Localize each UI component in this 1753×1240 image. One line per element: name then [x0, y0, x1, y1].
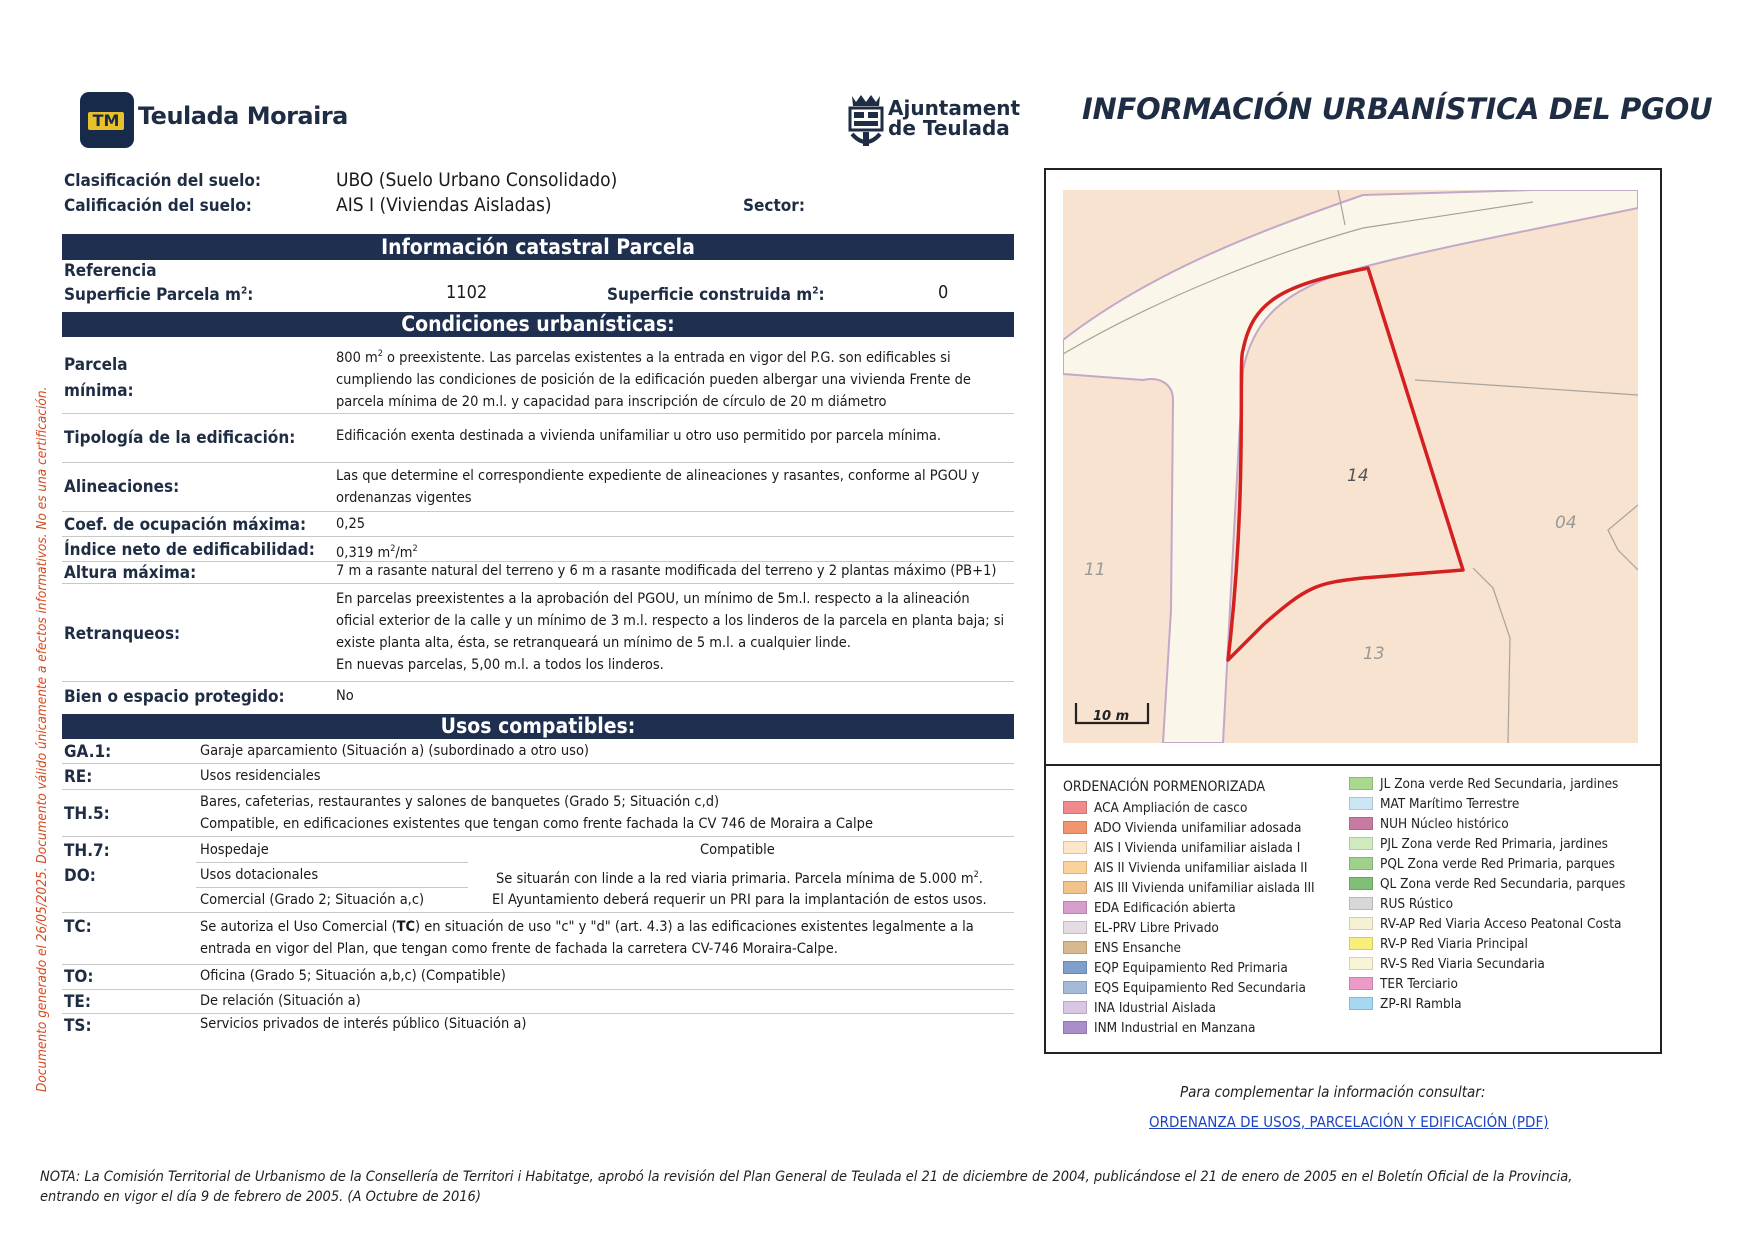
legend-label: PJL Zona verde Red Primaria, jardines [1380, 836, 1609, 852]
legend-label: RV-AP Red Viaria Acceso Peatonal Costa [1380, 916, 1622, 932]
legend-swatch [1349, 937, 1373, 950]
legend-label: EQS Equipamiento Red Secundaria [1094, 980, 1306, 996]
legend-swatch [1063, 901, 1087, 914]
legend-label: QL Zona verde Red Secundaria, parques [1380, 876, 1626, 892]
legend-item [1063, 960, 1288, 980]
consult-text: Para complementar la información consultar: [1180, 1083, 1486, 1101]
legend-label: MAT Marítimo Terrestre [1380, 796, 1520, 812]
catastral-header: Información catastral Parcela [62, 234, 1014, 260]
legend-label: ZP-RI Rambla [1380, 996, 1462, 1012]
alineaciones-text: Las que determine el correspondiente expediente de alineaciones y rasantes, conforme al PGOU y ordenanzas vigentes [336, 468, 980, 506]
legend-item [1063, 1000, 1216, 1020]
legend-item [1349, 996, 1462, 1016]
vertical-disclaimer: Documento generado el 26/05/2025. Documento válido únicamente a efectos informativos. No es una certificación. [34, 386, 50, 1092]
row-divider [62, 413, 1014, 414]
coef-ocupacion-label: Coef. de ocupación máxima: [64, 515, 307, 535]
re-label: RE: [64, 767, 93, 787]
retranqueos-label: Retranqueos: [64, 624, 181, 644]
legend-label: AIS II Vivienda unifamiliar aislada II [1094, 860, 1308, 876]
footer-note: NOTA: La Comisión Territorial de Urbanismo de la Consellería de Territori i Habitatge, aprobó la revisión del Plan General de Teulada el 21 de diciembre de 2004, publicándose el 21 de enero de 2005 en el Boletín Oficial de la Provincia, entrando en vigor el día 9 de febrero de 2005. (A Octubre de 2016) [40, 1169, 1573, 1205]
referencia-label: Referencia [64, 261, 157, 281]
legend-label: RV-P Red Viaria Principal [1380, 936, 1528, 952]
retranqueos-text: En parcelas preexistentes a la aprobación del PGOU, un mínimo de 5m.l. respecto a la alineación oficial exterior de la calle y un mínimo de 3 m.l. respecto a los linderos de la parcela en planta baja; si existe planta alta, ésta, se retranqueará un mínimo de 5 m.l. a cualquier linde. En nuevas parcelas, 5,00 m.l. a todos los linderos. [336, 591, 1005, 673]
row-divider [62, 583, 1014, 584]
tc-text: Se autoriza el Uso Comercial (TC) en situación de uso "c" y "d" (art. 4.3) a las edificaciones existentes legalmente a la entrada en vigor del Plan, que tengan como frente de fachada la carretera CV-746 Moraira-Calpe. [200, 919, 974, 957]
legend-item [1349, 956, 1545, 976]
parcela-minima-text: 800 $m^2$ o preexistente. Las parcelas existentes a la entrada en vigor del P.G. son edificables si cumpliendo las condiciones de posición de la edificación pueden albergar una vivienda Frente de parcela mínima de 20 m.l. y capacidad para inscripción de círculo de 20 m diámetro [336, 349, 971, 410]
bien-protegido-value: No [336, 688, 354, 704]
do-note: Se situarán con linde a la red viaria primaria. Parcela mínima de 5.000 $m^2$. [496, 870, 983, 887]
legend-item [1063, 880, 1315, 900]
legend-item [1063, 1020, 1255, 1040]
legend-swatch [1063, 921, 1087, 934]
parcel-label-14: 14 [1347, 466, 1369, 486]
legend-swatch [1063, 1021, 1087, 1034]
map-legend-divider [1044, 764, 1662, 766]
legend-swatch [1063, 881, 1087, 894]
legend-swatch [1349, 797, 1373, 810]
legend-swatch [1349, 817, 1373, 830]
legend-item [1063, 800, 1247, 820]
legend-item [1063, 940, 1181, 960]
legend-label: JL Zona verde Red Secundaria, jardines [1380, 776, 1619, 792]
legend-item [1063, 840, 1300, 860]
legend-label: AIS III Vivienda unifamiliar aislada III [1094, 880, 1315, 896]
ajuntament-logo [846, 92, 1021, 152]
ga1-value: Garaje aparcamiento (Situación a) (subordinado a otro uso) [200, 743, 590, 759]
ts-label: TS: [64, 1016, 92, 1036]
legend-swatch [1349, 837, 1373, 850]
row-divider [196, 887, 468, 888]
superficie-construida-label: Superficie construida $m^2$: [607, 285, 825, 305]
legend-label: INA Idustrial Aislada [1094, 1000, 1216, 1016]
legend-swatch [1063, 801, 1087, 814]
usos-header: Usos compatibles: [62, 714, 1014, 739]
legend-item [1349, 776, 1618, 796]
row-divider [196, 862, 468, 863]
altura-maxima-label: Altura máxima: [64, 563, 197, 583]
tm-logo-icon [80, 92, 134, 148]
legend-swatch [1063, 941, 1087, 954]
legend-label: EQP Equipamiento Red Primaria [1094, 960, 1288, 976]
parcel-map[interactable] [1063, 190, 1638, 743]
superficie-parcela-label: Superficie Parcela $m^2$: [64, 285, 254, 305]
legend-label: TER Terciario [1380, 976, 1458, 992]
do-label: DO: [64, 866, 96, 886]
legend-swatch [1063, 841, 1087, 854]
page-title: INFORMACIÓN URBANÍSTICA DEL PGOU [1082, 92, 1713, 126]
legend-item [1349, 876, 1625, 896]
legend-label: RV-S Red Viaria Secundaria [1380, 956, 1545, 972]
altura-maxima-value: 7 m a rasante natural del terreno y 6 m a rasante modificada del terreno y 2 plantas máximo (PB+1) [336, 563, 997, 579]
row-divider [62, 462, 1014, 463]
th7-label: TH.7: [64, 841, 110, 861]
indice-edificabilidad-label: Índice neto de edificabilidad: [64, 540, 315, 560]
legend-swatch [1349, 997, 1373, 1010]
row-divider [62, 912, 1014, 913]
legend-item [1063, 860, 1307, 880]
do-value: Usos dotacionales [200, 867, 319, 883]
coat-of-arms-icon [846, 92, 886, 152]
tipologia-value: Edificación exenta destinada a vivienda unifamiliar u otro uso permitido por parcela mínima. [336, 428, 942, 444]
legend-title: ORDENACIÓN PORMENORIZADA [1063, 779, 1266, 795]
legend-item [1063, 980, 1306, 1000]
row-divider [62, 511, 1014, 512]
legend-item [1349, 916, 1621, 936]
legend-label: RUS Rústico [1380, 896, 1453, 912]
superficie-construida-value: 0 [938, 282, 949, 303]
legend-swatch [1063, 961, 1087, 974]
parcela-minima-label: Parcela mínima: [64, 355, 134, 401]
clasificacion-label: Clasificación del suelo: [64, 171, 261, 191]
th7-compatible: Compatible [700, 842, 775, 858]
row-divider [62, 763, 1014, 764]
legend-item [1063, 820, 1301, 840]
row-divider [62, 536, 1014, 537]
legend-swatch [1063, 981, 1087, 994]
tipologia-label: Tipología de la edificación: [64, 428, 296, 448]
legend-label: EDA Edificación abierta [1094, 900, 1236, 916]
brand-ayto-line1: Ajuntament [888, 96, 1021, 120]
brand-name-left: Teulada Moraira [138, 102, 348, 130]
coef-ocupacion-value: 0,25 [336, 516, 366, 532]
legend-item [1349, 896, 1453, 916]
ordenanza-link[interactable]: ORDENANZA DE USOS, PARCELACIÓN Y EDIFICACIÓN (PDF) [1149, 1113, 1549, 1131]
comercial-note: El Ayuntamiento deberá requerir un PRI para la implantación de estos usos. [492, 892, 987, 908]
legend-swatch [1349, 877, 1373, 890]
legend-swatch [1349, 917, 1373, 930]
tm-logo-mark: TM [92, 111, 120, 130]
legend-swatch [1349, 897, 1373, 910]
re-value: Usos residenciales [200, 768, 321, 784]
calificacion-label: Calificación del suelo: [64, 196, 252, 216]
legend-item [1063, 900, 1236, 920]
legend-swatch [1063, 1001, 1087, 1014]
legend-item [1349, 796, 1519, 816]
legend-label: ENS Ensanche [1094, 940, 1182, 956]
legend-swatch [1349, 977, 1373, 990]
legend-label: PQL Zona verde Red Primaria, parques [1380, 856, 1615, 872]
bien-protegido-label: Bien o espacio protegido: [64, 687, 285, 707]
row-divider [62, 789, 1014, 790]
legend-item [1349, 836, 1608, 856]
alineaciones-label: Alineaciones: [64, 477, 180, 497]
brand-name-ayto [888, 98, 1020, 138]
ts-value: Servicios privados de interés público (Situación a) [200, 1016, 527, 1032]
row-divider [62, 836, 1014, 837]
to-value: Oficina (Grado 5; Situación a,b,c) (Compatible) [200, 968, 506, 984]
clasificacion-value: UBO (Suelo Urbano Consolidado) [336, 169, 618, 191]
th5-label: TH.5: [64, 804, 110, 824]
parcel-label-11: 11 [1084, 560, 1106, 580]
legend-swatch [1063, 861, 1087, 874]
legend-label: INM Industrial en Manzana [1094, 1020, 1256, 1036]
legend-swatch [1349, 857, 1373, 870]
legend-item [1349, 976, 1458, 996]
ga1-label: GA.1: [64, 742, 112, 762]
brand-ayto-line2: de Teulada [888, 116, 1010, 140]
legend-item [1349, 936, 1528, 956]
legend-item [1063, 920, 1219, 940]
legend-item [1349, 816, 1509, 836]
sector-label: Sector: [743, 196, 805, 216]
row-divider [62, 681, 1014, 682]
legend-label: ACA Ampliación de casco [1094, 800, 1248, 816]
legend-swatch [1063, 821, 1087, 834]
parcel-label-04: 04 [1555, 513, 1577, 533]
condiciones-header: Condiciones urbanísticas: [62, 312, 1014, 337]
legend-label: ADO Vivienda unifamiliar adosada [1094, 820, 1302, 836]
tc-label: TC: [64, 917, 92, 937]
th5-text: Bares, cafeterias, restaurantes y salones de banquetes (Grado 5; Situación c,d) Compatible, en edificaciones existentes que tengan como frente fachada la CV 746 de Moraira a Calpe [200, 794, 873, 832]
legend-swatch [1349, 777, 1373, 790]
te-value: De relación (Situación a) [200, 993, 361, 1009]
calificacion-value: AIS I (Viviendas Aisladas) [336, 194, 552, 216]
legend-label: EL-PRV Libre Privado [1094, 920, 1219, 936]
legend-swatch [1349, 957, 1373, 970]
legend-label: NUH Núcleo histórico [1380, 816, 1509, 832]
comercial-value: Comercial (Grado 2; Situación a,c) [200, 892, 425, 908]
superficie-parcela-value: 1102 [446, 282, 488, 303]
legend-item [1349, 856, 1615, 876]
to-label: TO: [64, 967, 94, 987]
th7-value: Hospedaje [200, 842, 269, 858]
te-label: TE: [64, 992, 92, 1012]
legend-label: AIS I Vivienda unifamiliar aislada I [1094, 840, 1301, 856]
teulada-moraira-logo [80, 92, 380, 154]
indice-edificabilidad-value: 0,319 $m^2/m^2$ [336, 544, 418, 561]
scale-label: 10 m [1093, 709, 1130, 724]
parcel-label-13: 13 [1363, 644, 1385, 664]
